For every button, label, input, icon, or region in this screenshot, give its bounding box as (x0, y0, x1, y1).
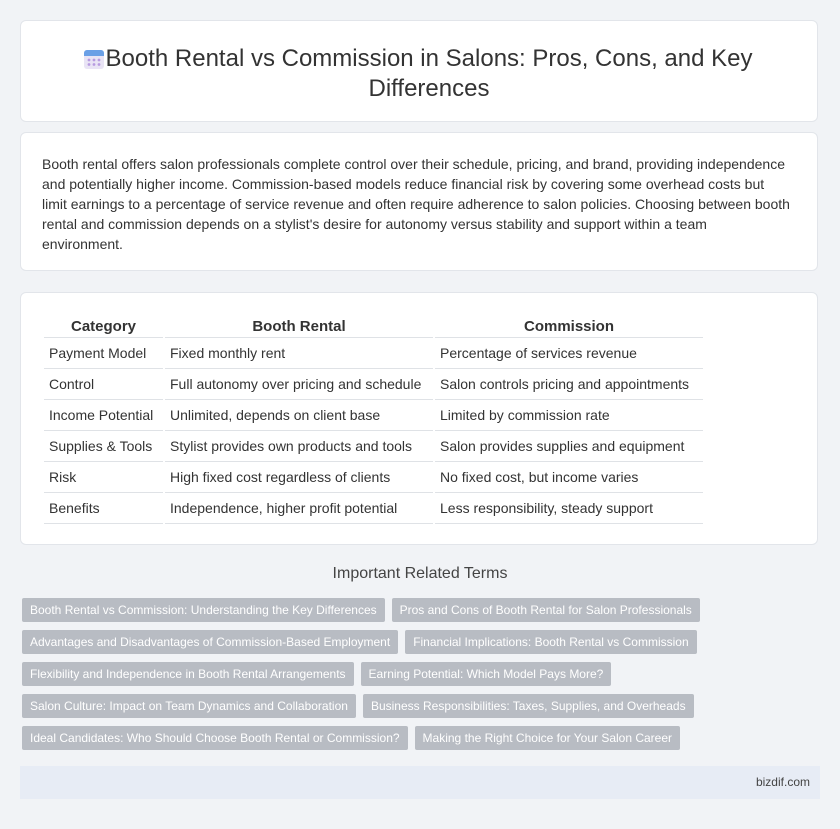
related-term-link[interactable]: Earning Potential: Which Model Pays More? (361, 662, 612, 686)
table-cell: Payment Model (44, 338, 163, 369)
column-header-category: Category (44, 315, 163, 338)
table-cell: Full autonomy over pricing and schedule (165, 369, 433, 400)
footer-site-link[interactable]: bizdif.com (755, 775, 810, 789)
table-cell: Less responsibility, steady support (435, 493, 703, 524)
table-cell: Risk (44, 462, 163, 493)
table-row (44, 493, 703, 524)
related-terms-list (22, 598, 802, 758)
related-terms-heading: Important Related Terms (332, 565, 508, 582)
table-cell: Limited by commission rate (435, 400, 703, 431)
column-header-commission: Commission (435, 315, 703, 338)
table-row (44, 338, 703, 369)
footer (20, 766, 820, 799)
table-cell: Benefits (44, 493, 163, 524)
related-term-link[interactable]: Financial Implications: Booth Rental vs Commission (405, 630, 696, 654)
table-cell: No fixed cost, but income varies (435, 462, 703, 493)
related-term-link[interactable]: Pros and Cons of Booth Rental for Salon Professionals (392, 598, 700, 622)
comparison-table (42, 315, 705, 524)
table-cell: Percentage of services revenue (435, 338, 703, 369)
table-cell: Salon controls pricing and appointments (435, 369, 703, 400)
title-card (20, 20, 818, 122)
table-cell: High fixed cost regardless of clients (165, 462, 433, 493)
related-term-link[interactable]: Business Responsibilities: Taxes, Supplies, and Overheads (363, 694, 694, 718)
table-row (44, 369, 703, 400)
intro-card (20, 132, 818, 271)
table-cell: Income Potential (44, 400, 163, 431)
related-term-link[interactable]: Booth Rental vs Commission: Understanding the Key Differences (22, 598, 385, 622)
table-cell: Salon provides supplies and equipment (435, 431, 703, 462)
table-cell: Control (44, 369, 163, 400)
related-term-link[interactable]: Advantages and Disadvantages of Commission-Based Employment (22, 630, 398, 654)
related-term-link[interactable]: Salon Culture: Impact on Team Dynamics and Collaboration (22, 694, 356, 718)
column-header-booth-rental: Booth Rental (165, 315, 433, 338)
table-cell: Independence, higher profit potential (165, 493, 433, 524)
table-cell: Fixed monthly rent (165, 338, 433, 369)
table-row (44, 462, 703, 493)
table-cell: Stylist provides own products and tools (165, 431, 433, 462)
table-row (44, 400, 703, 431)
table-header-row (44, 315, 703, 338)
table-cell: Supplies & Tools (44, 431, 163, 462)
intro-paragraph: Booth rental offers salon professionals complete control over their schedule, pricing, and brand, providing independence and potentially higher income. Commission-based models reduce financial risk by covering some overhead costs but limit earnings to a percentage of service revenue and often require adherence to salon policies. Choosing between booth rental and commission depends on a stylist's desire for autonomy versus stability and support within a team environment. (42, 156, 790, 252)
page-title: Booth Rental vs Commission in Salons: Pros, Cons, and Key Differences (105, 45, 753, 102)
related-term-link[interactable]: Flexibility and Independence in Booth Rental Arrangements (22, 662, 354, 686)
related-term-link[interactable]: Ideal Candidates: Who Should Choose Booth Rental or Commission? (22, 726, 408, 750)
comparison-card (20, 292, 818, 545)
table-row (44, 431, 703, 462)
related-term-link[interactable]: Making the Right Choice for Your Salon Career (415, 726, 680, 750)
table-cell: Unlimited, depends on client base (165, 400, 433, 431)
